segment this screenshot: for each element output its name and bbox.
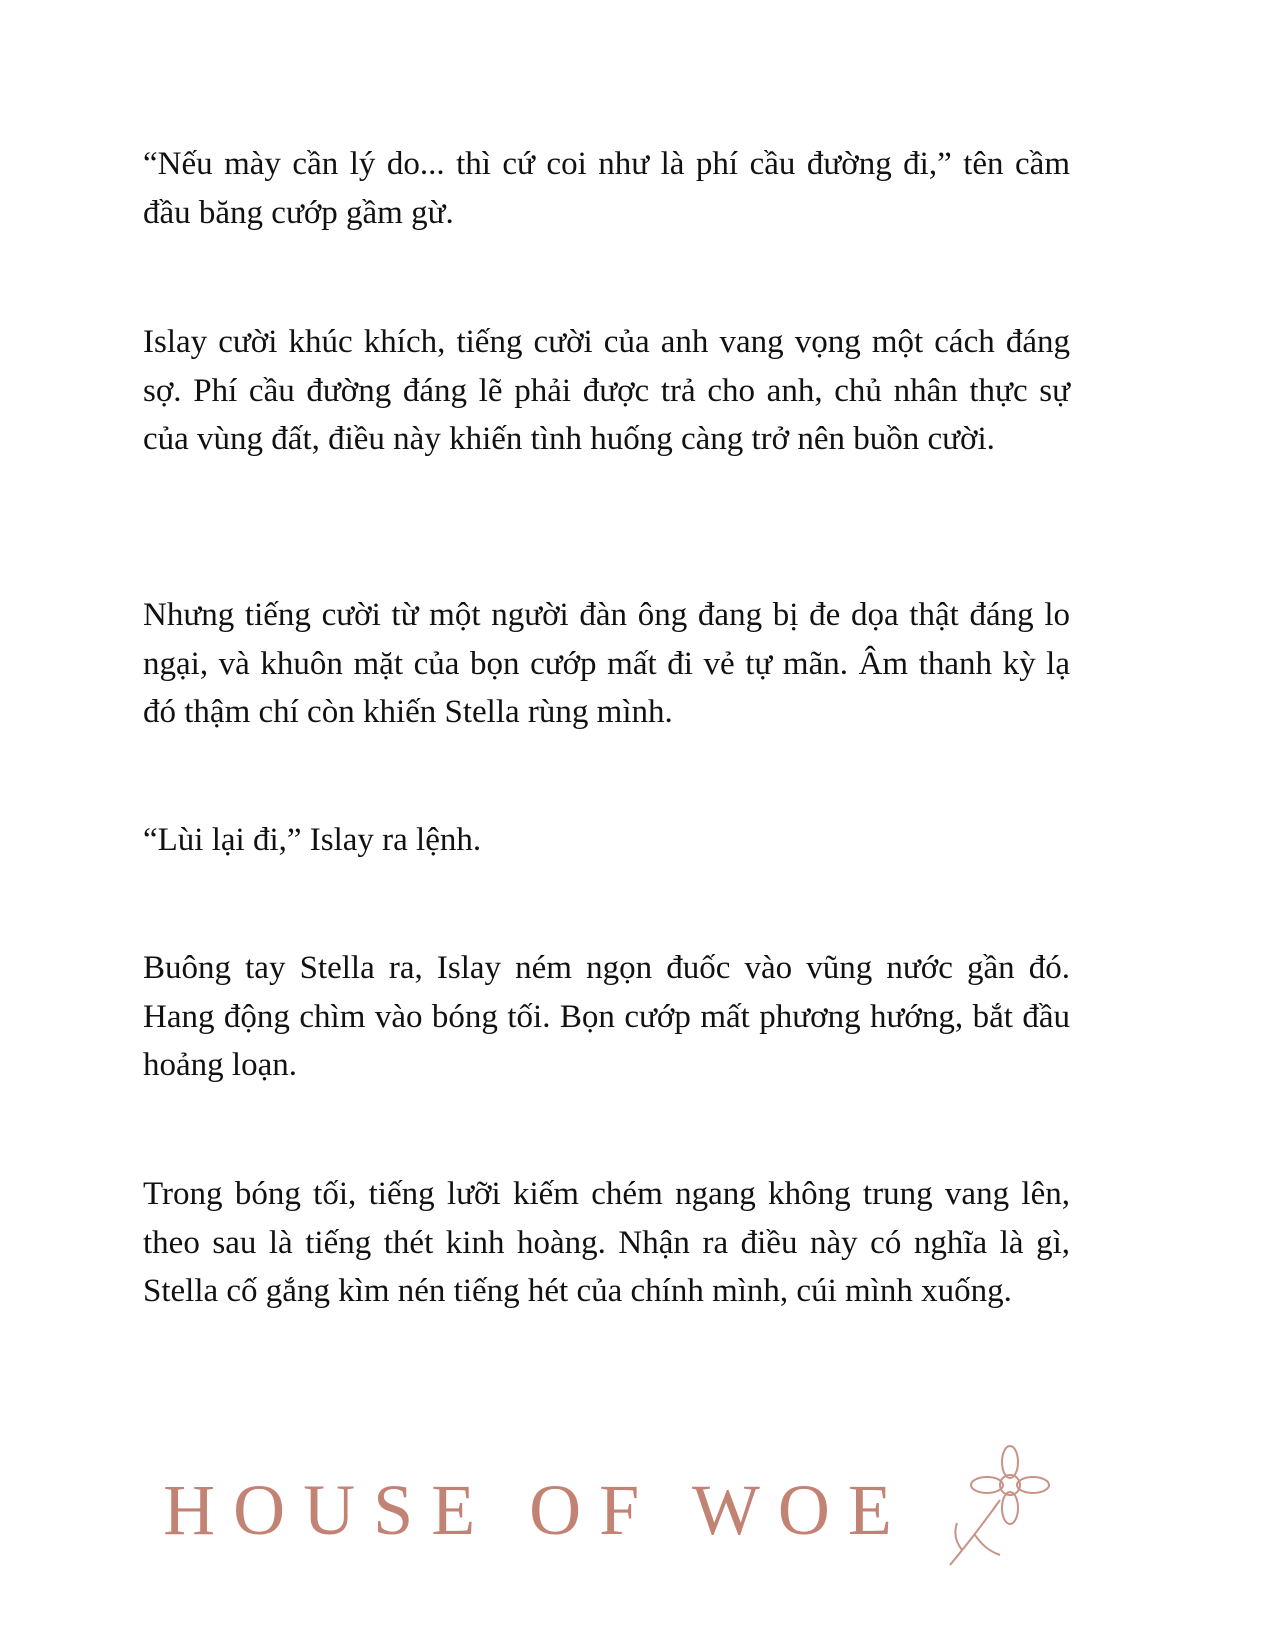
- paragraph: Nhưng tiếng cười từ một người đàn ông đang bị đe dọa thật đáng lo ngại, và khuôn mặt của bọn cướp mất đi vẻ tự mãn. Âm thanh kỳ lạ đó thậm chí còn khiến Stella rùng mình.: [143, 597, 1070, 730]
- paragraph: Islay cười khúc khích, tiếng cười của anh vang vọng một cách đáng sợ. Phí cầu đường đáng lẽ phải được trả cho anh, chủ nhân thực sự của vùng đất, điều này khiến tình huống càng trở nên buồn cười.: [143, 324, 1070, 457]
- watermark: [143, 1420, 1070, 1600]
- flower-icon: [940, 1445, 1050, 1575]
- paragraph: Buông tay Stella ra, Islay ném ngọn đuốc vào vũng nước gần đó. Hang động chìm vào bóng tối. Bọn cướp mất phương hướng, bắt đầu hoảng loạn.: [143, 950, 1070, 1083]
- paragraph: Trong bóng tối, tiếng lưỡi kiếm chém ngang không trung vang lên, theo sau là tiếng thét kinh hoàng. Nhận ra điều này có nghĩa là gì, Stella cố gắng kìm nén tiếng hét của chính mình, cúi mình xuống.: [143, 1176, 1070, 1309]
- paragraph: “Lùi lại đi,” Islay ra lệnh.: [143, 822, 482, 858]
- watermark-text: HOUSE OF WOE: [163, 1469, 910, 1550]
- paragraph: “Nếu mày cần lý do... thì cứ coi như là phí cầu đường đi,” tên cầm đầu băng cướp gầm gừ.: [143, 146, 1070, 231]
